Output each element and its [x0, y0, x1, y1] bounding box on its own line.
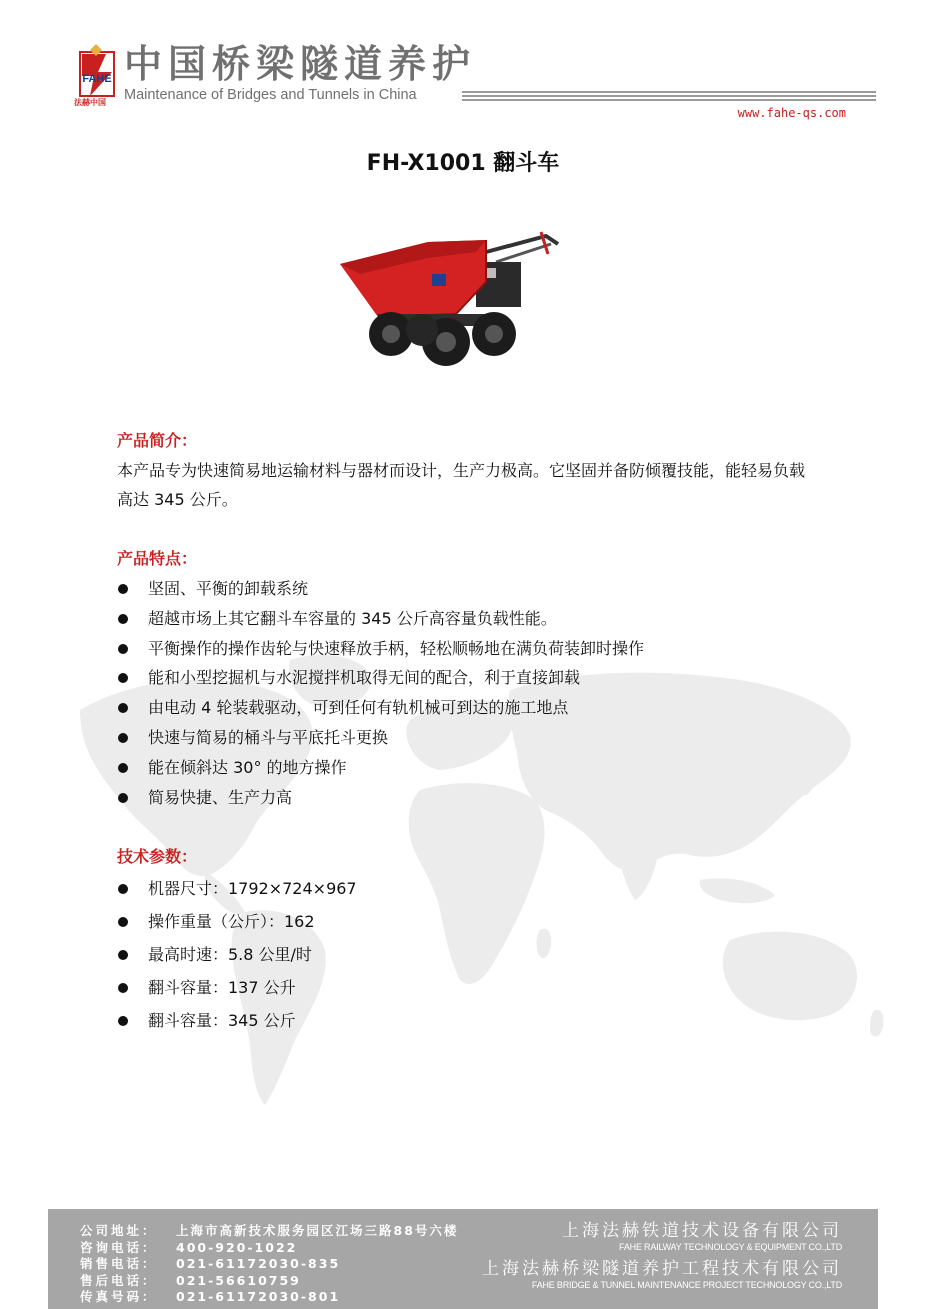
list-item: 操作重量（公斤）：162 [117, 905, 357, 938]
list-item: 翻斗容量：137 公升 [117, 971, 357, 1004]
features-section [117, 548, 644, 812]
bullet-icon [118, 644, 128, 654]
header-divider [462, 91, 876, 101]
bullet-icon [118, 733, 128, 743]
company2-en: FAHE BRIDGE & TUNNEL MAINTENANCE PROJECT TECHNOLOGY CO.,LTD [531, 1280, 842, 1290]
company1-cn: 上海法赫铁道技术设备有限公司 [562, 1221, 842, 1241]
bullet-icon [118, 983, 128, 993]
specs-heading: 技术参数： [117, 847, 198, 866]
bullet-icon [118, 673, 128, 683]
logo-subtitle: 法赫中国 [74, 98, 106, 107]
bullet-icon [118, 884, 128, 894]
company1-en: FAHE RAILWAY TECHNOLOGY & EQUIPMENT CO.,LTD [619, 1242, 842, 1252]
list-item: 简易快捷、生产力高 [117, 783, 644, 813]
contact-address: 公司地址： 上海市高新技术服务园区江场三路88号六楼 [80, 1223, 459, 1238]
contact-service-phone: 售后电话： 021-56610759 [80, 1272, 301, 1288]
list-item: 超越市场上其它翻斗车容量的 345 公斤高容量负载性能。 [117, 604, 644, 634]
list-item: 能和小型挖掘机与水泥搅拌机取得无间的配合，利于直接卸载 [117, 663, 644, 693]
page-title: FH-X1001 翻斗车 [366, 151, 560, 176]
intro-text: 本产品专为快速简易地运输材料与器材而设计，生产力极高。它坚固并备防倾覆技能，能轻易负载高达 345 公斤。 [117, 461, 806, 509]
dumper-product-image [336, 222, 562, 372]
list-item: 最高时速：5.8 公里/时 [117, 938, 357, 971]
bullet-icon [118, 917, 128, 927]
list-item: 快速与简易的桶斗与平底托斗更换 [117, 723, 644, 753]
bullet-icon [118, 584, 128, 594]
page-footer [48, 1209, 878, 1309]
contact-sales-phone: 销售电话： 021-61172030-835 [80, 1256, 341, 1271]
brand-name-en: Maintenance of Bridges and Tunnels in China [124, 87, 417, 103]
brand-name-cn: 中国桥梁隧道养护 [124, 42, 477, 86]
features-heading: 产品特点： [117, 549, 198, 568]
list-item: 翻斗容量：345 公斤 [117, 1004, 357, 1037]
company2-cn: 上海法赫桥梁隧道养护工程技术有限公司 [482, 1259, 842, 1279]
contact-info [80, 1223, 458, 1306]
website-url[interactable]: www.fahe-qs.com [737, 106, 846, 120]
bullet-icon [118, 793, 128, 803]
list-item: 平衡操作的操作齿轮与快速释放手柄，轻松顺畅地在满负荷装卸时操作 [117, 634, 644, 664]
list-item: 能在倾斜达 30° 的地方操作 [117, 753, 644, 783]
list-item: 机器尺寸：1792×724×967 [117, 872, 357, 905]
list-item: 坚固、平衡的卸载系统 [117, 574, 644, 604]
contact-fax: 传真号码： 021-61172030-801 [80, 1289, 341, 1304]
contact-inquiry-phone: 咨询电话： 400-920-1022 [80, 1239, 298, 1255]
bullet-icon [118, 1016, 128, 1026]
intro-heading: 产品简介： [117, 431, 198, 450]
bullet-icon [118, 614, 128, 624]
specs-section [117, 846, 357, 1037]
bullet-icon [118, 703, 128, 713]
specs-list [117, 872, 357, 1037]
bullet-icon [118, 763, 128, 773]
logo-text: FAHE [82, 73, 112, 85]
features-list [117, 574, 644, 812]
bullet-icon [118, 950, 128, 960]
company-names [482, 1221, 842, 1291]
page-header [0, 0, 926, 130]
intro-section [117, 430, 817, 514]
list-item: 由电动 4 轮装载驱动，可到任何有轨机械可到达的施工地点 [117, 693, 644, 723]
